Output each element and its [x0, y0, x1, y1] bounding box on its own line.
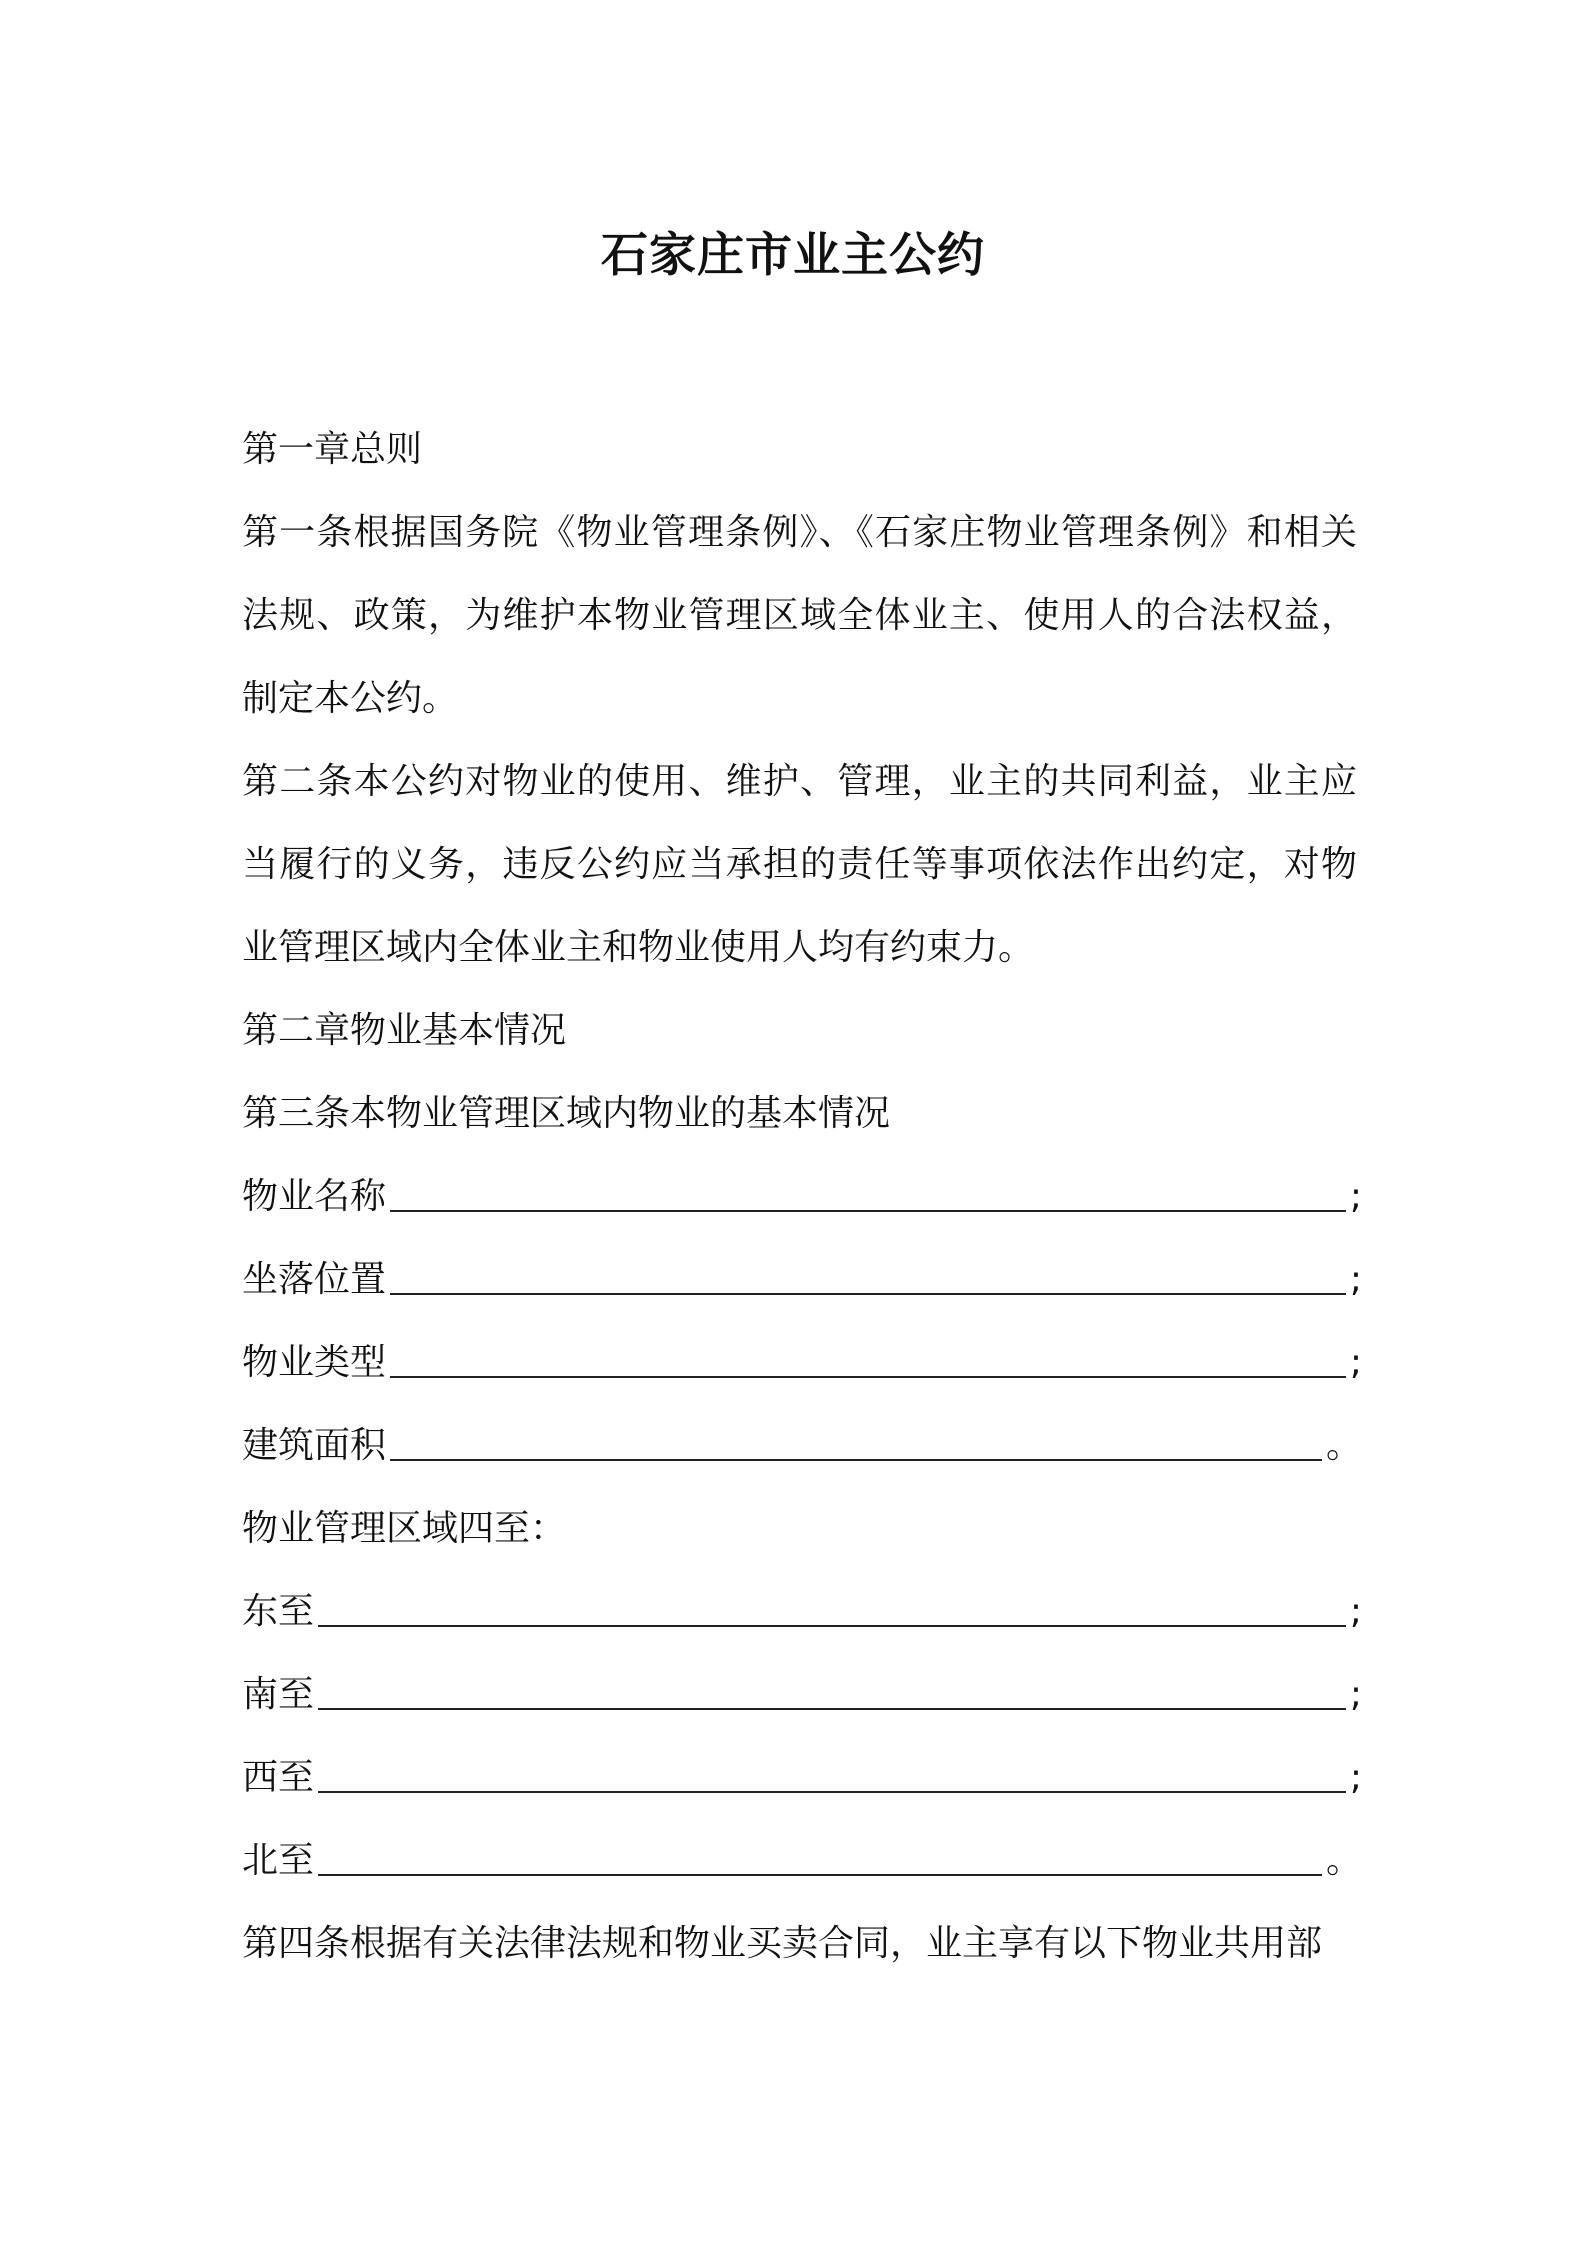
field-property-name [242, 1155, 1362, 1238]
boundary-north [242, 1819, 1362, 1902]
chapter-2-heading: 第二章物业基本情况 [242, 1010, 567, 1051]
field-label: 物业名称 [242, 1176, 387, 1217]
field-punctuation: ; [1349, 1342, 1362, 1383]
field-property-type [242, 1321, 1362, 1404]
field-punctuation: ; [1349, 1259, 1362, 1300]
field-punctuation: ; [1349, 1176, 1362, 1217]
field-punctuation: 。 [1325, 1425, 1362, 1466]
field-punctuation: 。 [1325, 1840, 1362, 1881]
article-3: 第三条本物业管理区域内物业的基本情况 [242, 1093, 891, 1134]
boundary-label: 东至 [242, 1591, 315, 1632]
field-label: 物业类型 [242, 1342, 387, 1383]
fill-blank [318, 1840, 1322, 1876]
field-punctuation: ; [1349, 1591, 1362, 1632]
document-body [242, 408, 1362, 1985]
fill-blank [318, 1674, 1346, 1710]
chapter-1-heading: 第一章总则 [242, 429, 423, 470]
field-label: 建筑面积 [242, 1425, 387, 1466]
boundary-label: 北至 [242, 1840, 315, 1881]
boundary-label: 西至 [242, 1757, 315, 1798]
article-2: 第二条本公约对物业的使用、维护、管理，业主的共同利益，业主应当履行的义务，违反公约应当承担的责任等事项依法作出约定，对物业管理区域内全体业主和物业使用人均有约束力。 [242, 761, 1357, 968]
fill-blank [390, 1425, 1322, 1461]
field-punctuation: ; [1349, 1674, 1362, 1715]
fill-blank [318, 1757, 1346, 1793]
fill-blank [390, 1176, 1346, 1212]
boundary-east [242, 1570, 1362, 1653]
document-title: 石家庄市业主公约 [601, 228, 985, 283]
field-location [242, 1238, 1362, 1321]
boundaries-heading: 物业管理区域四至： [242, 1508, 567, 1549]
boundary-label: 南至 [242, 1674, 315, 1715]
field-building-area [242, 1404, 1362, 1487]
fill-blank [390, 1342, 1346, 1378]
article-1: 第一条根据国务院《物业管理条例》、《石家庄物业管理条例》和相关法规、政策，为维护本物业管理区域全体业主、使用人的合法权益，制定本公约。 [242, 512, 1357, 719]
boundary-south [242, 1653, 1362, 1736]
fill-blank [390, 1259, 1346, 1295]
field-label: 坐落位置 [242, 1259, 387, 1300]
field-punctuation: ; [1349, 1757, 1362, 1798]
boundary-west [242, 1736, 1362, 1819]
fill-blank [318, 1591, 1346, 1627]
article-4: 第四条根据有关法律法规和物业买卖合同，业主享有以下物业共用部 [242, 1923, 1323, 1964]
